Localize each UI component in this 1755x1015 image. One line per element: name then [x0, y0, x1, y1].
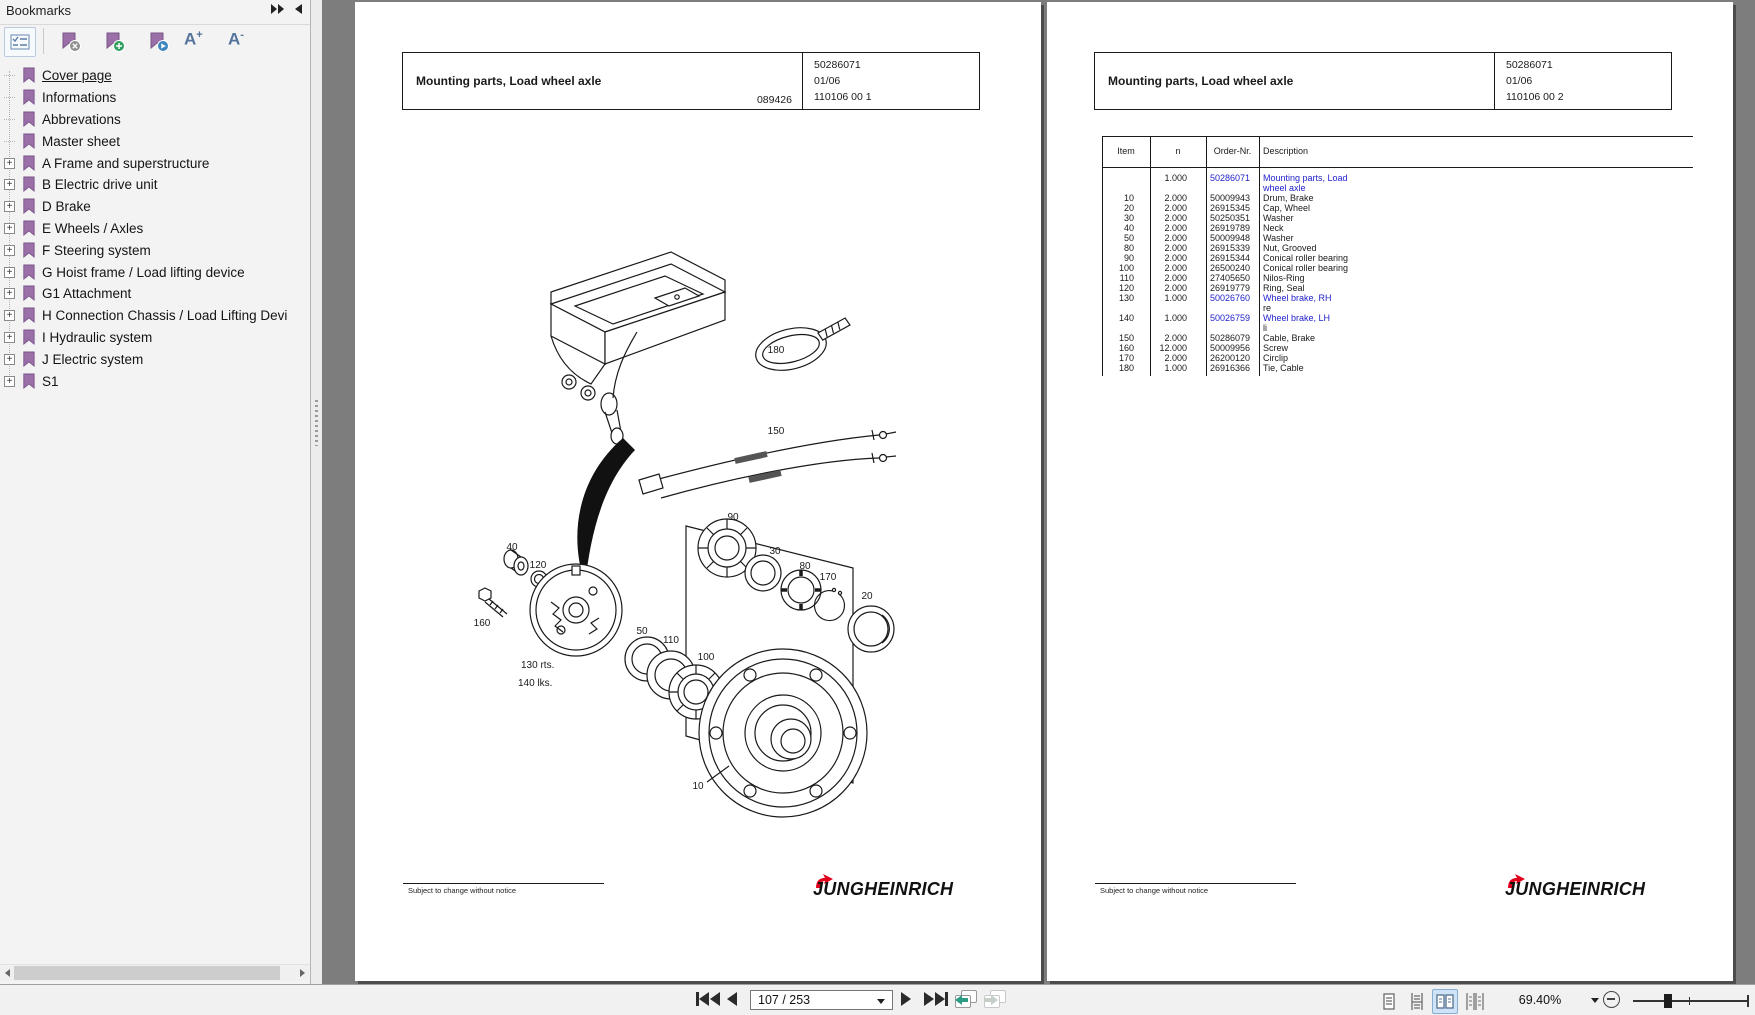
- part-description: Conical roller bearing: [1263, 253, 1349, 263]
- scroll-right-arrow-icon[interactable]: [295, 965, 309, 981]
- last-page-button[interactable]: [924, 992, 948, 1006]
- quantity: 2.000: [1164, 253, 1187, 263]
- column-header-n: n: [1175, 146, 1181, 156]
- bookmark-label[interactable]: J Electric system: [42, 351, 144, 367]
- quantity: 2.000: [1164, 203, 1187, 213]
- bookmark-label[interactable]: Cover page: [42, 68, 112, 84]
- document-viewer: [322, 0, 1755, 984]
- parts-table-line: [1102, 353, 1693, 363]
- table-top-border: [1102, 136, 1693, 137]
- previous-view-icon: [954, 993, 970, 1007]
- page-title: Mounting parts, Load wheel axle: [1108, 74, 1294, 88]
- parts-table-line: [1102, 333, 1693, 343]
- quantity: 2.000: [1164, 283, 1187, 293]
- quantity: 2.000: [1164, 333, 1187, 343]
- part-number-label: 140 lks.: [518, 678, 553, 689]
- tree-connector: [4, 119, 15, 120]
- quantity: 2.000: [1164, 223, 1187, 233]
- page-code: 089426: [756, 94, 792, 106]
- footer-note: Subject to change without notice: [408, 886, 516, 895]
- bookmark-item[interactable]: [0, 87, 310, 109]
- order-number: 50009943: [1210, 193, 1251, 203]
- parts-table-line: [1102, 233, 1693, 243]
- bookmarks-header: [0, 0, 310, 25]
- bookmark-label[interactable]: A Frame and superstructure: [42, 155, 210, 171]
- part-description: Nilos-Ring: [1263, 273, 1305, 283]
- part-description[interactable]: Mounting parts, Load: [1263, 173, 1348, 183]
- part-description[interactable]: Wheel brake, LH: [1263, 313, 1331, 323]
- zoom-level[interactable]: 69.40%: [1518, 993, 1562, 1007]
- bookmark-icon: [21, 176, 36, 193]
- bookmark-icon: [21, 242, 36, 259]
- zoom-slider-handle[interactable]: [1664, 994, 1672, 1008]
- part-description[interactable]: wheel axle: [1263, 183, 1306, 193]
- part-number-label: 170: [819, 572, 837, 583]
- bookmark-go-icon: [147, 32, 169, 52]
- bookmark-label[interactable]: B Electric drive unit: [42, 177, 158, 193]
- bookmark-icon: [21, 264, 36, 281]
- part-number-label: 40: [506, 542, 518, 553]
- parts-table-line: [1102, 173, 1693, 183]
- parts-table-line: [1102, 313, 1693, 323]
- page-number-box[interactable]: [750, 990, 893, 1010]
- item-number: 110: [1119, 273, 1134, 283]
- item-number: 100: [1118, 263, 1134, 273]
- bookmark-icon: [21, 89, 36, 106]
- bookmark-label[interactable]: Abbrevations: [42, 111, 121, 127]
- bookmark-delete-icon: [59, 32, 81, 52]
- bookmark-item[interactable]: [0, 174, 310, 196]
- bookmarks-panel: [0, 0, 311, 984]
- table-header-rule: [1102, 167, 1693, 168]
- order-number: 26500240: [1210, 263, 1251, 273]
- part-washer-30: [745, 555, 781, 591]
- part-hub-10: [699, 649, 867, 817]
- expand-options-icon[interactable]: [271, 4, 285, 14]
- part-description: Conical roller bearing: [1263, 263, 1349, 273]
- zoom-slider-track[interactable]: [1633, 1000, 1747, 1002]
- expand-plus-icon[interactable]: +: [4, 201, 15, 212]
- bookmark-item[interactable]: [0, 327, 310, 349]
- next-page-button[interactable]: [901, 992, 911, 1006]
- previous-page-icon: [727, 992, 737, 1006]
- bookmarks-title: Bookmarks: [6, 3, 72, 18]
- part-number-label: 50: [636, 626, 648, 637]
- parts-table-line: [1102, 183, 1693, 193]
- bookmark-icon: [21, 373, 36, 390]
- bookmark-label[interactable]: F Steering system: [42, 242, 151, 258]
- part-number-label: 20: [861, 591, 873, 602]
- bookmark-icon: [21, 351, 36, 368]
- splitter-grip[interactable]: [315, 400, 318, 446]
- part-number-label: 180: [767, 345, 785, 356]
- bookmark-label[interactable]: G Hoist frame / Load lifting device: [42, 264, 245, 280]
- item-number: 140: [1118, 313, 1134, 323]
- bookmark-item[interactable]: [0, 196, 310, 218]
- item-number: 90: [1123, 253, 1134, 263]
- expand-plus-icon[interactable]: +: [4, 179, 15, 190]
- part-description: Nut, Grooved: [1263, 243, 1317, 253]
- part-description: Screw: [1263, 343, 1289, 353]
- previous-view-button[interactable]: [954, 990, 978, 1010]
- first-page-button[interactable]: [696, 992, 720, 1006]
- order-number: 50009948: [1210, 233, 1251, 243]
- chassis-frame: [551, 252, 725, 450]
- item-number: 160: [1118, 343, 1134, 353]
- parts-table-line: [1102, 193, 1693, 203]
- parts-table-line: [1102, 363, 1693, 373]
- expand-plus-icon[interactable]: +: [4, 332, 15, 343]
- parts-table-line: [1102, 273, 1693, 283]
- parts-table-line: [1102, 343, 1693, 353]
- quantity: 1.000: [1164, 363, 1187, 373]
- order-number: 26916366: [1210, 363, 1251, 373]
- part-description: Circlip: [1263, 353, 1289, 363]
- item-number: 30: [1123, 213, 1134, 223]
- part-number-label: 150: [767, 426, 785, 437]
- bookmark-item[interactable]: [0, 218, 310, 240]
- revision-date: 01/06: [814, 75, 841, 87]
- two-page-scroll-icon: [1466, 993, 1484, 1010]
- part-number-label: 130 rts.: [521, 660, 555, 671]
- quantity: 1.000: [1164, 293, 1187, 303]
- part-description: Washer: [1263, 233, 1294, 243]
- part-description: Washer: [1263, 213, 1294, 223]
- page-header-box: [1094, 52, 1672, 110]
- logo-text: JUNGHEINRICH: [1505, 879, 1645, 899]
- expand-plus-icon[interactable]: +: [4, 354, 15, 365]
- expand-plus-icon[interactable]: +: [4, 267, 15, 278]
- tree-connector: [4, 97, 15, 98]
- bookmark-item[interactable]: [0, 348, 310, 370]
- viewer-toolbar: [0, 984, 1755, 1015]
- quantity: 2.000: [1164, 193, 1187, 203]
- next-view-icon: [983, 993, 999, 1007]
- bookmark-label[interactable]: S1: [42, 373, 59, 389]
- page-header-meta: [802, 53, 979, 109]
- revision-date: 01/06: [1506, 75, 1533, 87]
- bookmark-label[interactable]: G1 Attachment: [42, 286, 132, 302]
- quantity: 12.000: [1159, 343, 1187, 353]
- part-number-label: 100: [697, 652, 715, 663]
- zoom-dropdown-icon[interactable]: [1591, 998, 1599, 1003]
- bookmark-item[interactable]: [0, 370, 310, 392]
- options-menu-button[interactable]: [4, 27, 36, 57]
- bookmark-item[interactable]: [0, 239, 310, 261]
- last-page-icon: [935, 992, 945, 1006]
- column-header-description: Description: [1263, 146, 1309, 156]
- bookmark-icon: [21, 307, 36, 324]
- order-number: 26915345: [1210, 203, 1251, 213]
- bookmarks-toolbar: [0, 25, 310, 59]
- order-number-link[interactable]: 50026759: [1210, 313, 1251, 323]
- column-header-order: Order-Nr.: [1213, 146, 1252, 156]
- bookmark-icon: [21, 67, 36, 84]
- bookmark-label[interactable]: E Wheels / Axles: [42, 220, 144, 236]
- quantity: 2.000: [1164, 243, 1187, 253]
- page-number-input[interactable]: [751, 991, 878, 1009]
- parts-table-line: [1102, 243, 1693, 253]
- expand-plus-icon[interactable]: +: [4, 288, 15, 299]
- two-page-scroll-view-button[interactable]: [1462, 989, 1488, 1014]
- footer-rule: [1095, 883, 1296, 884]
- quantity: 2.000: [1164, 233, 1187, 243]
- part-description: Cable, Brake: [1263, 333, 1316, 343]
- expand-plus-icon[interactable]: +: [4, 310, 15, 321]
- parts-table-line: [1102, 303, 1693, 313]
- routing-swoosh: [577, 438, 635, 584]
- next-page-icon: [901, 992, 911, 1006]
- parts-table-line: [1102, 323, 1693, 333]
- part-description: li: [1263, 323, 1267, 333]
- next-view-button[interactable]: [983, 990, 1007, 1010]
- single-page-icon: [1381, 993, 1397, 1010]
- order-number: 26200120: [1210, 353, 1251, 363]
- parts-table-line: [1102, 263, 1693, 273]
- page-dropdown-icon[interactable]: [877, 999, 885, 1004]
- item-number: 170: [1118, 353, 1134, 363]
- previous-page-button[interactable]: [727, 992, 737, 1006]
- scrollbar-thumb[interactable]: [14, 966, 280, 980]
- item-number: 120: [1118, 283, 1134, 293]
- parts-table-line: [1102, 293, 1693, 303]
- jungheinrich-logo: [811, 872, 955, 900]
- bookmark-item[interactable]: [0, 261, 310, 283]
- quantity: 2.000: [1164, 263, 1187, 273]
- bookmark-icon: [21, 220, 36, 237]
- item-number: 180: [1118, 363, 1134, 373]
- two-page-view-button[interactable]: [1432, 989, 1458, 1014]
- goto-bookmark-button[interactable]: [142, 27, 174, 57]
- bookmark-add-icon: [103, 32, 125, 52]
- order-number-link[interactable]: 50026760: [1210, 293, 1251, 303]
- bookmark-icon: [21, 111, 36, 128]
- expand-plus-icon[interactable]: +: [4, 158, 15, 169]
- checklist-icon: [10, 34, 30, 50]
- bookmark-icon: [21, 155, 36, 172]
- bookmark-icon: [21, 329, 36, 346]
- continuous-scroll-icon: [1409, 993, 1425, 1010]
- part-description[interactable]: Wheel brake, RH: [1263, 293, 1332, 303]
- item-number: 130: [1118, 293, 1134, 303]
- item-number: 80: [1123, 243, 1134, 253]
- column-header-item: Item: [1117, 146, 1135, 156]
- part-description: re: [1263, 303, 1272, 313]
- bookmark-label[interactable]: Informations: [42, 90, 117, 106]
- continuous-view-button[interactable]: [1404, 989, 1430, 1014]
- parts-table-line: [1102, 283, 1693, 293]
- part-description: Ring, Seal: [1263, 283, 1305, 293]
- parts-table-line: [1102, 203, 1693, 213]
- item-number: 50: [1123, 233, 1134, 243]
- zoom-slider-end: [1747, 995, 1749, 1007]
- part-description: Drum, Brake: [1263, 193, 1314, 203]
- part-number: 50286071: [1506, 59, 1553, 71]
- order-number: 26915344: [1210, 253, 1251, 263]
- document-number: 110106 00 1: [814, 91, 872, 103]
- page-title: Mounting parts, Load wheel axle: [416, 74, 602, 88]
- part-description: Cap, Wheel: [1263, 203, 1311, 213]
- part-description: Tie, Cable: [1263, 363, 1304, 373]
- parts-table-line: [1102, 213, 1693, 223]
- scroll-left-arrow-icon[interactable]: [0, 965, 14, 981]
- pdf-page-right: [1047, 2, 1733, 981]
- bookmark-icon: [21, 285, 36, 302]
- part-bolt-160: [479, 588, 507, 617]
- zoom-slider-tick: [1689, 997, 1690, 1005]
- part-cap-20: [848, 606, 894, 652]
- part-description: Neck: [1263, 223, 1284, 233]
- pdf-page-left: [355, 2, 1041, 981]
- quantity: 1.000: [1164, 173, 1187, 183]
- tree-connector: [4, 141, 15, 142]
- parts-table-line: [1102, 223, 1693, 233]
- item-number: 20: [1123, 203, 1134, 213]
- item-number: 40: [1123, 223, 1134, 233]
- delete-bookmark-button[interactable]: [54, 27, 86, 57]
- item-number: 10: [1123, 193, 1134, 203]
- two-page-icon: [1436, 993, 1454, 1010]
- part-number: 50286071: [814, 59, 861, 71]
- order-number: 50009956: [1210, 343, 1251, 353]
- quantity: 2.000: [1164, 273, 1187, 283]
- sidebar-horizontal-scrollbar[interactable]: [0, 964, 310, 981]
- quantity: 2.000: [1164, 213, 1187, 223]
- increase-text-size-button[interactable]: A+: [184, 29, 203, 49]
- bookmark-label[interactable]: D Brake: [42, 199, 91, 215]
- add-bookmark-button[interactable]: [98, 27, 130, 57]
- expand-plus-icon[interactable]: +: [4, 223, 15, 234]
- bookmark-label[interactable]: I Hydraulic system: [42, 329, 153, 345]
- expand-plus-icon[interactable]: +: [4, 376, 15, 387]
- page-header-box: [402, 52, 980, 110]
- item-number: 150: [1118, 333, 1134, 343]
- parts-table-line: [1102, 253, 1693, 263]
- toolbar-separator: [43, 28, 44, 54]
- part-number-label: 90: [727, 512, 739, 523]
- quantity: 1.000: [1164, 313, 1187, 323]
- bookmark-label[interactable]: Master sheet: [42, 133, 121, 149]
- brake-cables: [639, 430, 896, 498]
- bookmark-item[interactable]: [0, 130, 310, 152]
- part-number-label: 30: [769, 546, 781, 557]
- zoom-out-button[interactable]: [1603, 991, 1620, 1008]
- order-number: 26919789: [1210, 223, 1251, 233]
- part-number-label: 80: [799, 561, 811, 572]
- order-number: 26919779: [1210, 283, 1251, 293]
- order-number: 26915339: [1210, 243, 1251, 253]
- bookmarks-tree: [0, 59, 310, 392]
- quantity: 2.000: [1164, 353, 1187, 363]
- collapse-panel-icon[interactable]: [295, 4, 302, 14]
- bookmark-item[interactable]: [0, 305, 310, 327]
- bookmark-icon: [21, 198, 36, 215]
- order-number: 27405650: [1210, 273, 1251, 283]
- decrease-text-size-button[interactable]: A-: [228, 29, 244, 49]
- jungheinrich-logo: [1503, 872, 1647, 900]
- order-number: 50250351: [1210, 213, 1251, 223]
- parts-table: [1102, 173, 1693, 373]
- bookmark-icon: [21, 133, 36, 150]
- part-wheel-brake-130-140: [530, 564, 622, 656]
- bookmark-item[interactable]: [0, 109, 310, 131]
- document-number: 110106 00 2: [1506, 91, 1564, 103]
- footer-rule: [403, 883, 604, 884]
- expand-plus-icon[interactable]: +: [4, 245, 15, 256]
- bookmark-item[interactable]: [0, 283, 310, 305]
- bookmark-item[interactable]: [0, 152, 310, 174]
- order-number-link[interactable]: 50286071: [1210, 173, 1251, 183]
- tree-connector: [4, 75, 15, 76]
- part-neck-40: [504, 550, 528, 575]
- footer-note: Subject to change without notice: [1100, 886, 1208, 895]
- part-number-label: 120: [529, 560, 547, 571]
- bookmark-label[interactable]: H Connection Chassis / Load Lifting Devi: [42, 308, 288, 324]
- order-number: 50286079: [1210, 333, 1251, 343]
- part-number-label: 10: [692, 781, 704, 792]
- logo-text: JUNGHEINRICH: [813, 879, 953, 899]
- single-page-view-button[interactable]: [1376, 989, 1402, 1014]
- part-number-label: 110: [663, 635, 679, 646]
- part-number-label: 160: [473, 618, 491, 629]
- exploded-view-diagram: [355, 2, 1041, 981]
- page-header-meta: [1494, 53, 1671, 109]
- bookmark-item[interactable]: [0, 65, 310, 87]
